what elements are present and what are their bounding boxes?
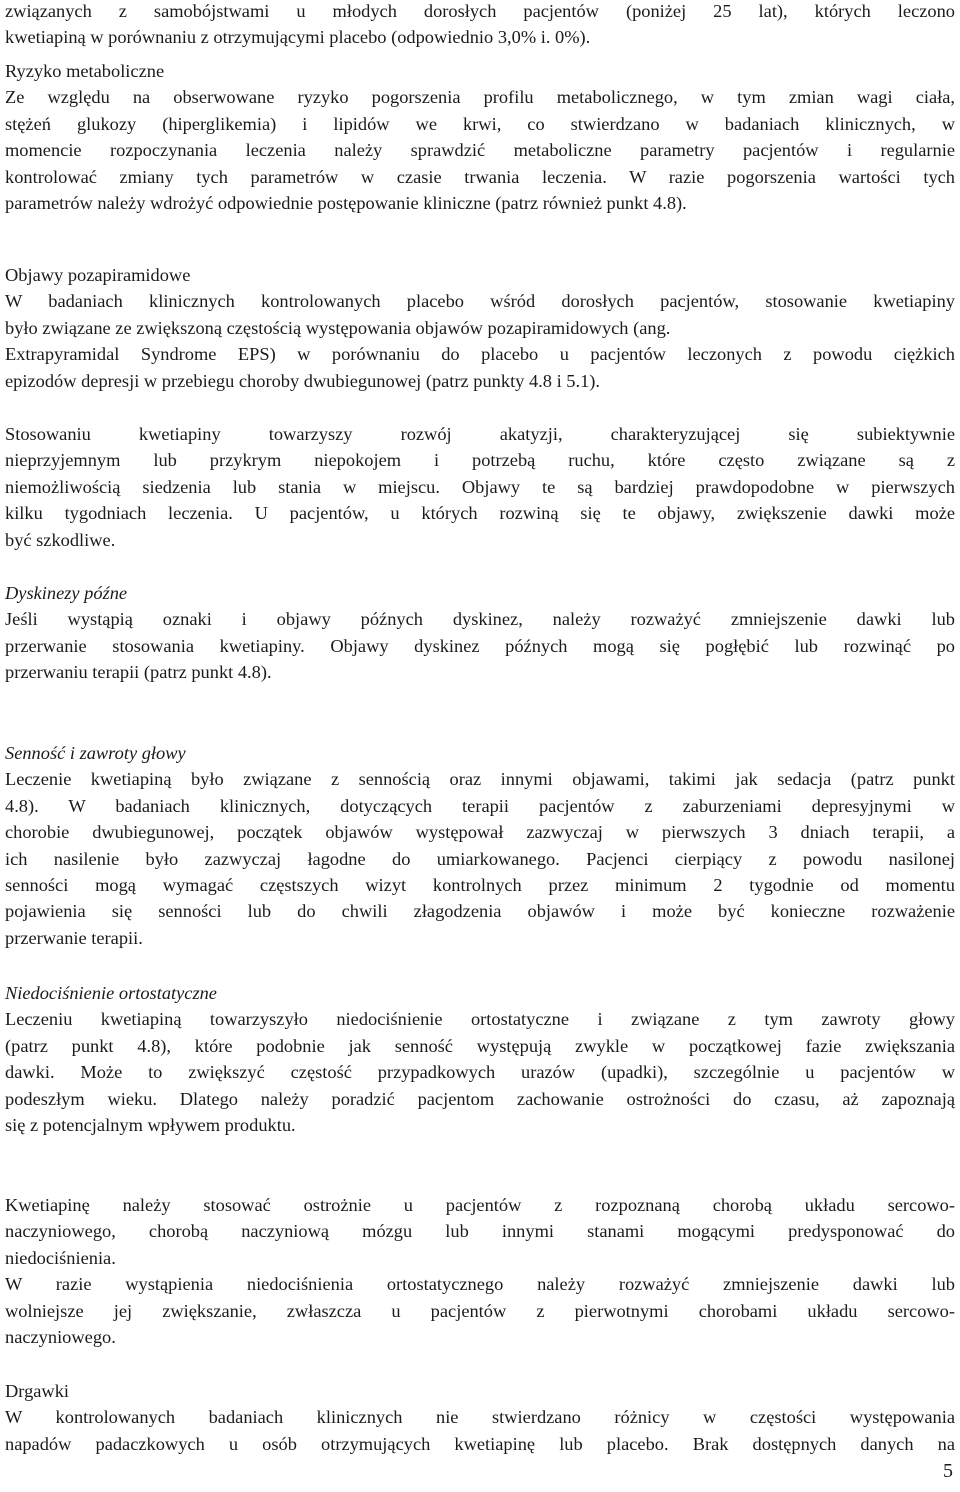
paragraph-line: Jeśli wystąpią oznaki i objawy późnych dyskinez, należy rozważyć zmniejszenie dawki lub <box>5 609 955 630</box>
paragraph-line: senności mogą wymagać częstszych wizyt kontrolnych przez minimum 2 tygodnie od momentu <box>5 875 955 896</box>
section-heading: Dyskinezy późne <box>5 583 128 603</box>
intro-line: kwetiapiną w porównaniu z otrzymującymi placebo (odpowiednio 3,0% i. 0%). <box>5 27 591 48</box>
paragraph-line: niedociśnienia. <box>5 1247 116 1268</box>
paragraph-line: przerwaniu terapii (patrz punkt 4.8). <box>5 662 272 683</box>
paragraph-line: W badaniach klinicznych kontrolowanych placebo wśród dorosłych pacjentów, stosowanie kwetiapiny <box>5 291 955 312</box>
paragraph-line: epizodów depresji w przebiegu choroby dwubiegunowej (patrz punkty 4.8 i 5.1). <box>5 370 600 391</box>
section-tardive-dyskinesia <box>5 580 955 686</box>
intro-line: związanych z samobójstwami u młodych dorosłych pacjentów (poniżej 25 lat), których leczono <box>5 1 955 21</box>
paragraph-line: nieprzyjemnym lub przykrym niepokojem i potrzebą ruchu, które często związane są z <box>5 450 955 471</box>
paragraph-line: ich nasilenie było zazwyczaj łagodne do umiarkowanego. Pacjenci cierpiący z powodu nasilonej <box>5 848 955 869</box>
paragraph-line: Leczeniu kwetiapiną towarzyszyło niedociśnienie ortostatyczne i związane z tym zawroty głowy <box>5 1009 955 1030</box>
paragraph-line: chorobie dwubiegunowej, początek objawów występował zazwyczaj w pierwszych 3 dniach terapii, a <box>5 822 955 843</box>
section-heading: Ryzyko metaboliczne <box>5 61 165 81</box>
paragraph-line: momencie rozpoczynania leczenia należy sprawdzić metaboliczne parametry pacjentów i regularnie <box>5 140 955 161</box>
paragraph-line: Extrapyramidal Syndrome EPS) w porównaniu do placebo u pacjentów leczonych z powodu ciężkich <box>5 344 955 365</box>
section-extrapyramidal <box>5 262 955 394</box>
paragraph-line: napadów padaczkowych u osób otrzymujących kwetiapinę lub placebo. Brak dostępnych danych na <box>5 1433 955 1454</box>
paragraph-line: się z potencjalnym wpływem produktu. <box>5 1115 296 1136</box>
paragraph-line: pojawienia się senności lub do chwili złagodzenia objawów i może być konieczne rozważenie <box>5 901 955 922</box>
paragraph-line: kilku tygodniach leczenia. U pacjentów, u których rozwiną się te objawy, zwiększenie dawki może <box>5 503 955 524</box>
paragraph-line: Kwetiapinę należy stosować ostrożnie u pacjentów z rozpoznaną chorobą układu sercowo- <box>5 1195 955 1215</box>
section-somnolence <box>5 740 955 951</box>
paragraph-line: przerwanie terapii. <box>5 927 143 948</box>
section-seizures <box>5 1378 955 1457</box>
paragraph-line: niemożliwością siedzenia lub stania w miejscu. Objawy te są bardziej prawdopodobne w pierwszych <box>5 476 955 497</box>
paragraph-line: dawki. Może to zwiększyć częstość przypadkowych urazów (upadki), szczególnie u pacjentów w <box>5 1062 955 1083</box>
paragraph-line: stężeń glukozy (hiperglikemia) i lipidów we krwi, co stwierdzano w badaniach klinicznych, w <box>5 113 955 134</box>
section-heading: Niedociśnienie ortostatyczne <box>5 983 217 1003</box>
intro-paragraph <box>5 0 955 51</box>
paragraph-line: naczyniowego, chorobą naczyniową mózgu lub innymi stanami mogącymi predysponować do <box>5 1221 955 1242</box>
paragraph-line: naczyniowego. <box>5 1327 116 1348</box>
section-orthostatic-hypotension <box>5 980 955 1138</box>
paragraph-line: być szkodliwe. <box>5 529 116 550</box>
paragraph-line: wolniejsze jej zwiększanie, zwłaszcza u pacjentów z pierwotnymi chorobami układu sercowo- <box>5 1300 955 1321</box>
section-heading: Senność i zawroty głowy <box>5 743 186 763</box>
paragraph-line: kontrolować zmiany tych parametrów w czasie trwania leczenia. W razie pogorszenia wartości tych <box>5 166 955 187</box>
section-cardiovascular <box>5 1192 955 1350</box>
section-akathisia <box>5 421 955 553</box>
paragraph-line: W kontrolowanych badaniach klinicznych nie stwierdzano różnicy w częstości występowania <box>5 1407 955 1428</box>
section-heading: Drgawki <box>5 1381 70 1401</box>
paragraph-line: parametrów należy wdrożyć odpowiednie postępowanie kliniczne (patrz również punkt 4.8). <box>5 193 687 214</box>
paragraph-line: było związane ze zwiększoną częstością występowania objawów pozapiramidowych (ang. <box>5 317 671 338</box>
paragraph-line: przerwanie stosowania kwetiapiny. Objawy dyskinez późnych mogą się pogłębić lub rozwinąć po <box>5 635 955 656</box>
paragraph-line: podeszłym wieku. Dlatego należy poradzić pacjentom zachowanie ostrożności do czasu, aż zapoznają <box>5 1088 955 1109</box>
paragraph-line: 4.8). W badaniach klinicznych, dotyczących terapii pacjentów z zaburzeniami depresyjnymi w <box>5 795 955 816</box>
paragraph-line: Ze względu na obserwowane ryzyko pogorszenia profilu metabolicznego, w tym zmian wagi ciała, <box>5 87 955 108</box>
section-heading: Objawy pozapiramidowe <box>5 265 191 285</box>
paragraph-line: W razie wystąpienia niedociśnienia ortostatycznego należy rozważyć zmniejszenie dawki lub <box>5 1274 955 1295</box>
paragraph-line: Leczenie kwetiapiną było związane z sennością oraz innymi objawami, takimi jak sedacja (patrz punkt <box>5 769 955 790</box>
section-metabolic-risk <box>5 58 955 216</box>
page-number: 5 <box>943 1460 953 1482</box>
paragraph-line: (patrz punkt 4.8), które podobnie jak senność występują zwykle w początkowej fazie zwiększania <box>5 1035 955 1056</box>
paragraph-line: Stosowaniu kwetiapiny towarzyszy rozwój akatyzji, charakteryzującej się subiektywnie <box>5 424 955 444</box>
